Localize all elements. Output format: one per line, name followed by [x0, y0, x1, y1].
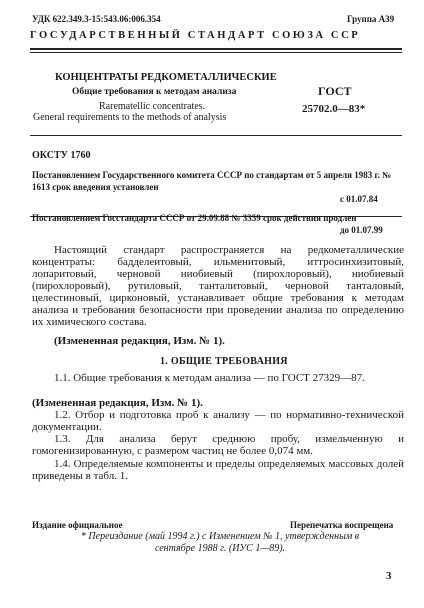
- amendment-note-1: (Измененная редакция, Изм. № 1).: [54, 335, 225, 347]
- subtitle-english-line-2: General requirements to the methods of analysis: [33, 112, 227, 123]
- okstu-code: ОКСТУ 1760: [32, 150, 91, 161]
- document-title: КОНЦЕНТРАТЫ РЕДКОМЕТАЛЛИЧЕСКИЕ: [55, 72, 277, 83]
- gost-number: 25702.0—83*: [302, 103, 366, 115]
- header-rule-thick: [30, 48, 402, 50]
- scope-paragraph: Настоящий стандарт распространяется на редкометаллические концентраты: бадделеитовый, ильменитовый, иттросинхизитовый, лопаритовый, черновой ниобиевый (пирохлоровый), ниобиевый (пирохлоровый), рутиловый, танталитовый, черновой танталовый, целестиновый, цирконовый, устанавливает общие требования к методам анализа и требования безопасности при проведении анализа по определению их химического состава.: [32, 244, 404, 328]
- clause-1-1: 1.1. Общие требования к методам анализа — по ГОСТ 27329—87.: [54, 372, 365, 384]
- subtitle-russian: Общие требования к методам анализа: [72, 87, 237, 97]
- extension-date: до 01.07.99: [340, 225, 383, 235]
- official-edition-label: Издание официальное: [32, 520, 123, 530]
- title-rule: [30, 135, 402, 136]
- gost-label: ГОСТ: [318, 84, 352, 98]
- clause-1-4: 1.4. Определяемые компоненты и пределы определяемых массовых долей приведены в табл. 1.: [32, 458, 404, 482]
- section-heading-general-requirements: 1. ОБЩИЕ ТРЕБОВАНИЯ: [160, 356, 288, 367]
- clause-1-3: 1.3. Для анализа берут среднюю пробу, измельченную и гомогенизированную, с размером частиц не более 0,074 мм.: [32, 433, 404, 457]
- group-code: Группа А39: [347, 14, 395, 24]
- clause-1-2: 1.2. Отбор и подготовка проб к анализу — по нормативно-технической документации.: [32, 409, 404, 433]
- udk-code: УДК 622.349.3-15:543.06:006.354: [32, 14, 161, 24]
- standard-banner: ГОСУДАРСТВЕННЫЙ СТАНДАРТ СОЮЗА ССР: [30, 30, 361, 41]
- page-number: 3: [386, 570, 392, 582]
- amendment-note-2: (Измененная редакция, Изм. № 1).: [32, 397, 203, 409]
- reprint-prohibited-label: Перепечатка воспрещена: [290, 520, 394, 530]
- decree-extension: Постановлением Госстандарта СССР от 29.09.88 № 3359 срок действия продлен: [32, 213, 357, 223]
- reissue-footnote: * Переиздание (май 1994 г.) с Изменением № 1, утвержденным в сентябре 1988 г. (ИУС 1—89).: [80, 531, 360, 554]
- header-rule-thin: [30, 52, 402, 53]
- decree-introduction: Постановлением Государственного комитета СССР по стандартам от 5 апреля 1983 г. № 1613 срок введения установлен: [32, 170, 392, 192]
- introduction-date: с 01.07.84: [340, 194, 378, 204]
- subtitle-english-line-1: Rarematellic concentrates.: [99, 101, 206, 112]
